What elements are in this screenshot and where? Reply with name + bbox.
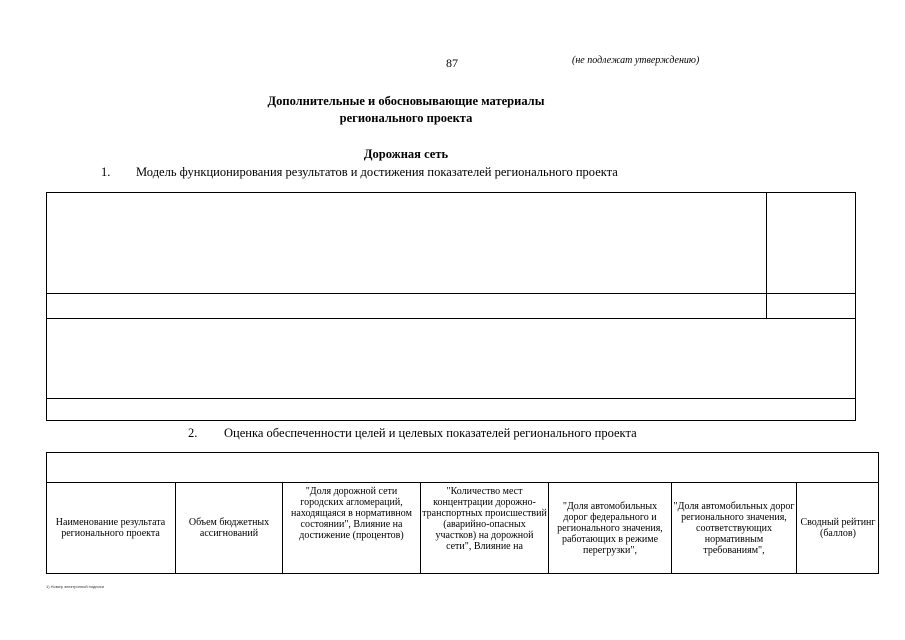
- model-table-divider-vertical: [766, 192, 767, 319]
- column-header-budget: Объем бюджетных ассигнований: [188, 517, 270, 539]
- column-header-urban-roads-share: "Доля дорожной сети городских агломераций, находящаяся в нормативном состоянии", Влияние на достижение (процентов): [291, 486, 412, 541]
- approval-note: (не подлежат утверждению): [572, 55, 700, 66]
- footnote: 1) Номер электронной подписи: [46, 584, 104, 589]
- model-table-divider-1: [46, 293, 856, 294]
- column-header-summary-rating: Сводный рейтинг (баллов): [800, 517, 876, 539]
- section1-number: 1.: [101, 165, 111, 179]
- section2-number: 2.: [188, 426, 198, 440]
- project-name: Дорожная сеть: [363, 147, 449, 161]
- column-header-overloaded-roads: "Доля автомобильных дорог федерального и регионального значения, работающих в режиме перегрузки",: [557, 500, 663, 556]
- column-header-accident-spots: "Количество мест концентрации дорожно-транспортных происшествий (аварийно-опасных участков) на дорожной сети", Влияние на: [422, 486, 547, 552]
- column-header-compliant-roads: "Доля автомобильных дорог регионального значения, соответствующих нормативным требованиям",: [673, 500, 795, 556]
- section1-title: Модель функционирования результатов и достижения показателей регионального проекта: [136, 165, 618, 179]
- model-table-divider-3: [46, 398, 856, 399]
- model-table-divider-2: [46, 318, 856, 319]
- document-title-line2: регионального проекта: [339, 111, 473, 125]
- section2-title: Оценка обеспеченности целей и целевых показателей регионального проекта: [224, 426, 637, 440]
- column-header-result-name: Наименование результата регионального проекта: [55, 517, 166, 539]
- model-table-frame: [46, 192, 856, 421]
- document-title-line1: Дополнительные и обосновывающие материалы: [267, 94, 545, 108]
- page-number: 87: [446, 56, 458, 70]
